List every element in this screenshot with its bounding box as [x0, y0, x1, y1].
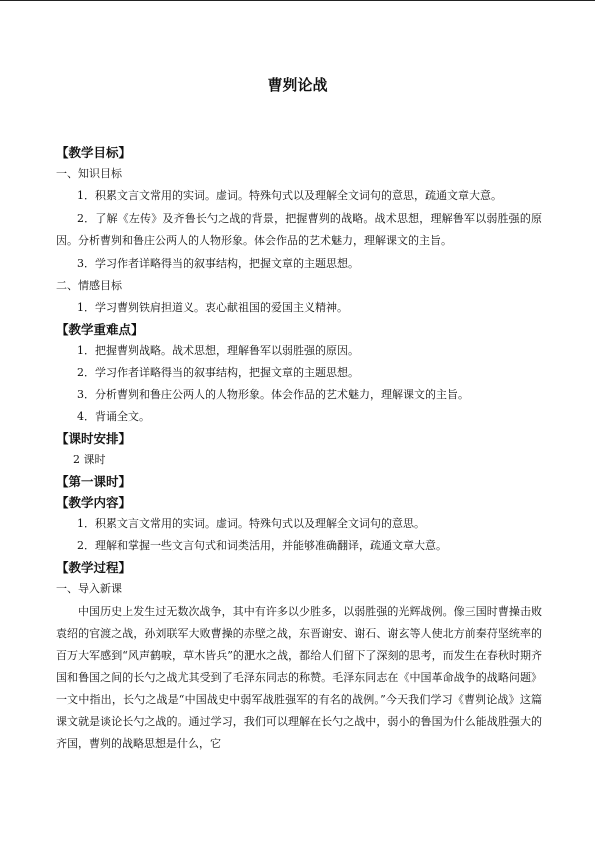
page-title: 曹刿论战	[267, 76, 328, 94]
knowledge-item-1: 1．积累文言文常用的实词。虚词。特殊句式以及理解全文词句的意思，疏通文章大意。	[77, 189, 502, 202]
section-heading-process: 【教学过程】	[56, 560, 132, 575]
knowledge-item-2: 2．了解《左传》及齐鲁长勺之战的背景，把握曹刿的战略。战术思想，理解鲁军以弱胜强的原因。分析曹刿和鲁庄公两人的人物形象。体会作品的艺术魅力，理解课文的主旨。	[56, 212, 542, 247]
knowledge-item-3: 3．学习作者详略得当的叙事结构，把握文章的主题思想。	[77, 257, 359, 270]
key-point-item-1: 1．把握曹刿战略。战术思想，理解鲁军以弱胜强的原因。	[77, 344, 359, 357]
key-point-item-4: 4．背诵全文。	[77, 410, 150, 423]
emotion-item-1: 1．学习曹刿铁肩担道义。衷心献祖国的爱国主义精神。	[77, 301, 348, 314]
key-point-item-2: 2．学习作者详略得当的叙事结构，把握文章的主题思想。	[77, 366, 359, 379]
document-body	[56, 142, 542, 755]
section-heading-key-points: 【教学重难点】	[56, 322, 144, 337]
process-step-1-text: 中国历史上发生过无数次战争，其中有许多以少胜多，以弱胜强的光辉战例。像三国时曹操击败袁绍的官渡之战，孙刘联军大败曹操的赤壁之战，东晋谢安、谢石、谢玄等人使北方前秦苻坚统率的百万大军感到“风声鹤唳，草木皆兵”的淝水之战，都给人们留下了深刻的思考，而发生在春秋时期齐国和鲁国之间的长勺之战尤其受到了毛泽东同志的称赞。毛泽东同志在《中国革命战争的战略问题》一文中指出，长勺之战是“中国战史中弱军战胜强军的有名的战例。”今天我们学习《曹刿论战》这篇课文就是谈论长勺之战的。通过学习，我们可以理解在长勺之战中，弱小的鲁国为什么能战胜强大的齐国，曹刿的战略思想是什么，它	[56, 605, 542, 750]
section-heading-objectives: 【教学目标】	[56, 145, 132, 160]
subsection-emotion-label: 二、情感目标	[56, 279, 122, 292]
content-item-1: 1．积累文言文常用的实词。虚词。特殊句式以及理解全文词句的意思。	[77, 517, 425, 530]
section-heading-first-lesson: 【第一课时】	[56, 474, 132, 489]
content-item-2: 2．理解和掌握一些文言句式和词类活用，并能够准确翻译，疏通文章大意。	[77, 539, 447, 552]
section-heading-schedule: 【课时安排】	[56, 431, 132, 446]
subsection-knowledge-label: 一、知识目标	[56, 167, 122, 180]
process-step-1-label: 一、导入新课	[56, 582, 122, 595]
header-rule	[0, 0, 595, 1]
schedule-value: 2 课时	[73, 453, 106, 466]
section-heading-content: 【教学内容】	[56, 495, 132, 510]
key-point-item-3: 3．分析曹刿和鲁庄公两人的人物形象。体会作品的艺术魅力，理解课文的主旨。	[77, 388, 469, 401]
